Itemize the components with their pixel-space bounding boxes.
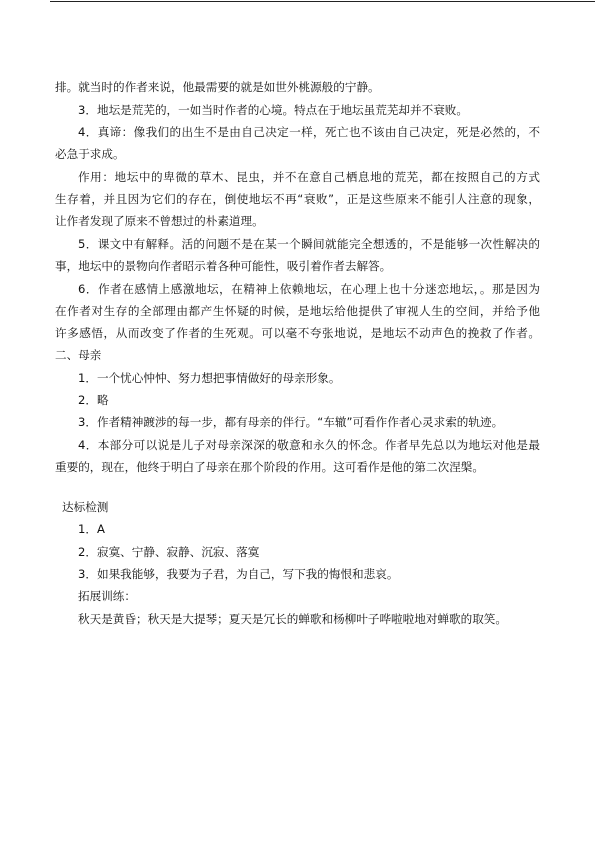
mother-answer-3: 3．作者精神踱涉的每一步，都有母亲的伴行。“车辙”可看作作者心灵求索的轨迹。 <box>78 415 504 429</box>
answer-6: 6．作者在感情上感激地坛，在精神上依赖地坛，在心理上也十分迷恋地坛，。那是因为 <box>78 282 540 296</box>
effect-paragraph: 作用：地坛中的卑微的草木、昆虫，并不在意自己栖息地的荒芜，都在按照自己的方式 <box>78 170 540 184</box>
answer-4: 4．真谛：像我们的出生不是由自己决定一样，死亡也不该由自己决定，死是必然的，不 <box>78 125 540 139</box>
test-answer-1: 1．A <box>78 522 105 536</box>
paragraph-line: 在作者对生存的全部理由都产生怀疑的时候，是地坛给他提供了审视人生的空间，并给予他 <box>55 304 540 318</box>
header-rule <box>50 1 595 2</box>
answer-3: 3．地坛是荒芜的，一如当时作者的心境。特点在于地坛虽荒芜却并不衰败。 <box>78 103 468 117</box>
paragraph-line: 生存着，并且因为它们的存在，倒使地坛不再“衰败”，正是这些原来不能引人注意的现象， <box>55 192 540 206</box>
section-heading-mother: 二、母亲 <box>55 348 102 362</box>
mother-answer-1: 1．一个忧心忡忡、努力想把事情做好的母亲形象。 <box>78 371 341 385</box>
section-heading-extension: 拓展训练： <box>78 589 136 603</box>
paragraph-line: 必急于求成。 <box>55 147 125 161</box>
paragraph-line: 排。就当时的作者来说，他最需要的就是如世外桃源般的宁静。 <box>55 80 380 94</box>
extension-answer: 秋天是黄昏；秋天是大提琴；夏天是冗长的蝉歌和杨柳叶子哗啦啦地对蝉歌的取笑。 <box>78 612 507 626</box>
paragraph-line: 重要的，现在，他终于明白了母亲在那个阶段的作用。这可看作是他的第二次涅槃。 <box>55 460 484 474</box>
test-answer-3: 3．如果我能够，我要为子君，为自己，写下我的悔恨和悲哀。 <box>78 567 399 581</box>
paragraph-line: 许多感悟，从而改变了作者的生死观。可以毫不夸张地说，是地坛不动声色的挽救了作者。 <box>55 326 540 340</box>
paragraph-line: 事，地坛中的景物向作者昭示着各种可能性，吸引着作者去解答。 <box>55 259 392 273</box>
mother-answer-2: 2．略 <box>78 393 109 407</box>
paragraph-line: 让作者发现了原来不曾想过的朴素道理。 <box>55 214 264 228</box>
section-heading-test: 达标检测 <box>62 500 109 514</box>
answer-5: 5．课文中有解释。活的问题不是在某一个瞬间就能完全想透的，不是能够一次性解决的 <box>78 237 540 251</box>
test-answer-2: 2．寂寞、宁静、寂静、沉寂、落寞 <box>78 545 260 559</box>
mother-answer-4: 4．本部分可以说是儿子对母亲深深的敬意和永久的怀念。作者早先总以为地坛对他是最 <box>78 438 540 452</box>
